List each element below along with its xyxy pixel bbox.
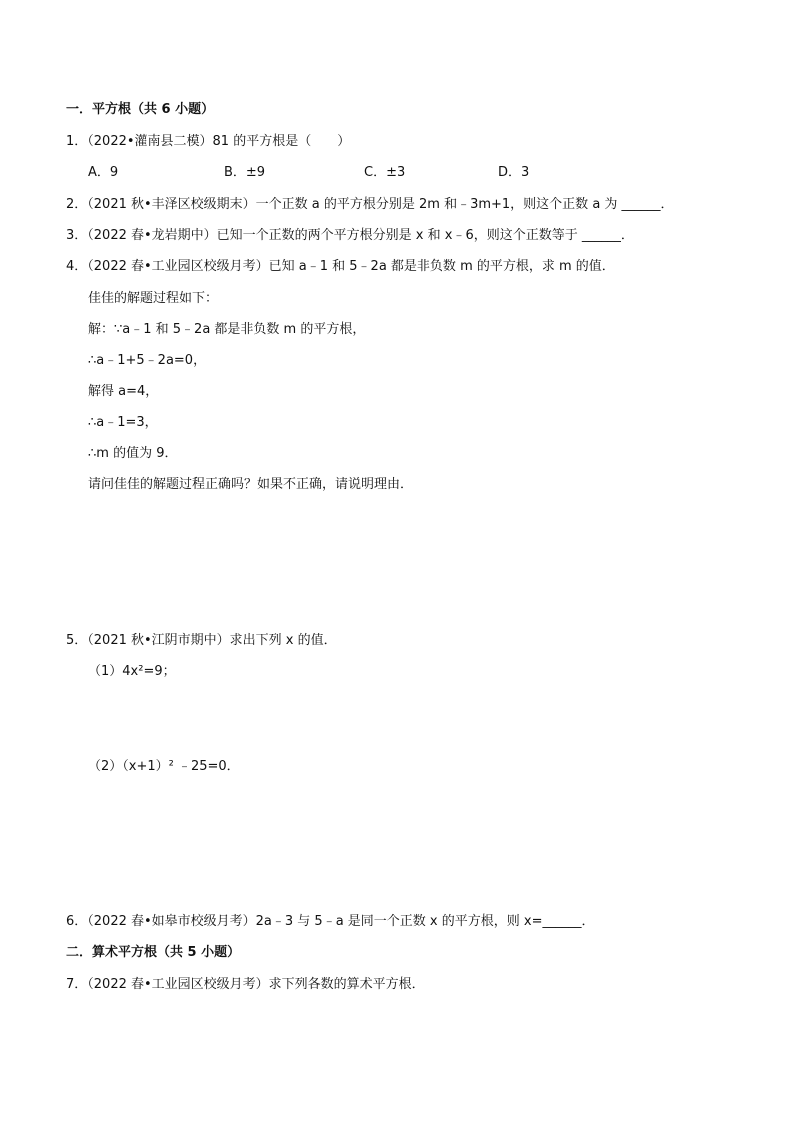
question-4-step-3: 解得 a=4， [88,384,159,399]
question-1-option-b: B．±9 [224,165,266,180]
question-1-option-c: C．±3 [364,165,406,180]
question-4-step-5: ∴m 的值为 9． [88,446,178,461]
question-4: 4．（2022 春•工业园区校级月考）已知 a﹣1 和 5﹣2a 都是非负数 m 的平方根，求 m 的值． [66,259,615,274]
question-4-intro: 佳佳的解题过程如下： [88,291,219,306]
question-1-option-d: D．3 [498,165,530,180]
question-2: 2．（2021 秋•丰泽区校级期末）一个正数 a 的平方根分别是 2m 和﹣3m+1，则这个正数 a 为 ______． [66,197,674,212]
question-5-part-2: （2）（x+1）² ﹣25=0． [88,759,240,774]
question-4-step-2: ∴a﹣1+5﹣2a=0， [88,353,207,368]
question-1-stem: 1．（2022•灌南县二模）81 的平方根是（ ） [66,134,351,149]
section-1-heading: 一．平方根（共 6 小题） [66,102,215,117]
question-3: 3．（2022 春•龙岩期中）已知一个正数的两个平方根分别是 x 和 x﹣6，则这个正数等于 ______． [66,228,634,243]
question-1-option-a: A．9 [88,165,119,180]
question-4-step-1: 解：∵a﹣1 和 5﹣2a 都是非负数 m 的平方根， [88,322,366,337]
question-7: 7．（2022 春•工业园区校级月考）求下列各数的算术平方根． [66,977,425,992]
question-4-step-4: ∴a﹣1=3， [88,415,158,430]
question-5: 5．（2021 秋•江阴市期中）求出下列 x 的值． [66,633,337,648]
section-2-heading: 二．算术平方根（共 5 小题） [66,945,241,960]
question-5-part-1: （1）4x²=9； [88,664,176,679]
question-6: 6．（2022 春•如皋市校级月考）2a﹣3 与 5﹣a 是同一个正数 x 的平方根，则 x=______． [66,914,595,929]
question-4-prompt: 请问佳佳的解题过程正确吗？如果不正确，请说明理由． [88,477,414,492]
